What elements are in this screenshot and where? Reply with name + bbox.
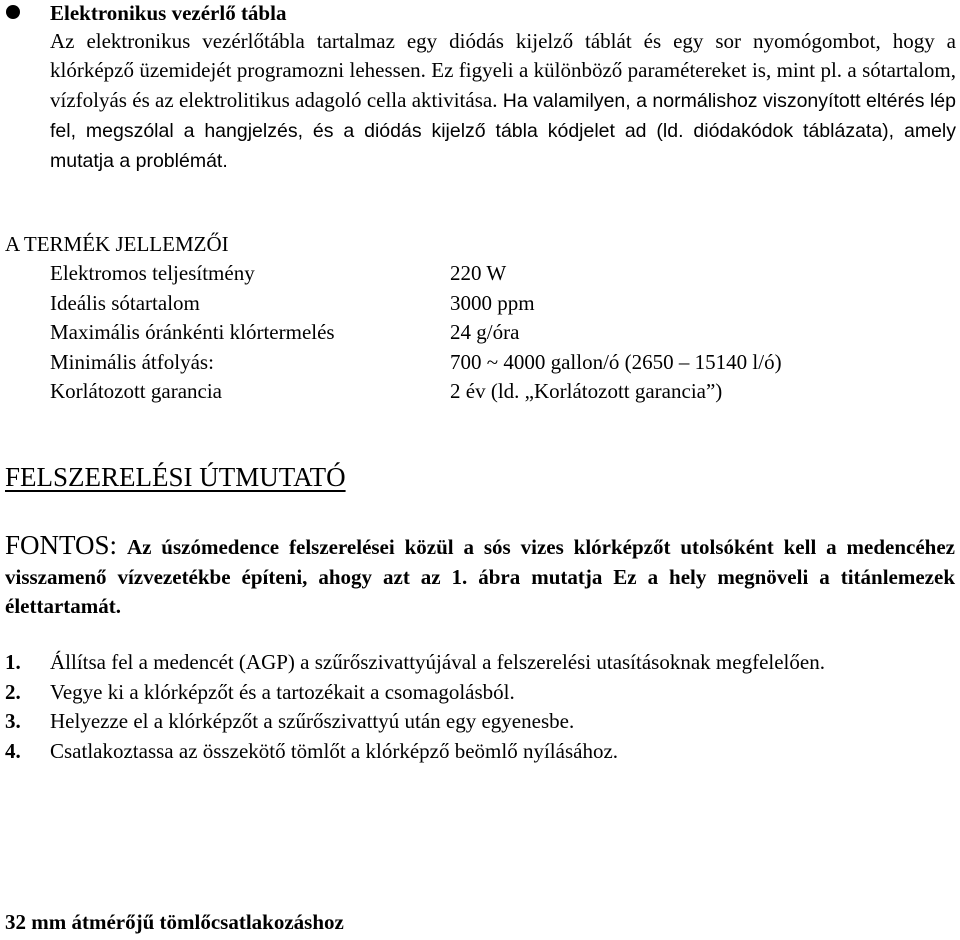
- spec-value: 220 W: [450, 261, 507, 285]
- spec-row: [50, 258, 950, 288]
- spec-label: Maximális óránkénti klórtermelés: [50, 320, 335, 344]
- step-number: 4.: [5, 738, 21, 763]
- spec-label: Minimális átfolyás:: [50, 349, 214, 374]
- intro-text-part-2: Ha valamilyen, a normálishoz viszonyított eltérés lép fel, megszólal a hangjelzés, és a diódás kijelző tábla kódjelet ad (ld. diódakódok táblázata), amely mutatja a problémát.: [50, 89, 956, 173]
- spec-row: [50, 288, 950, 318]
- install-steps: [5, 648, 955, 766]
- spec-label: Elektromos teljesítmény: [50, 261, 255, 285]
- section-title: Elektronikus vezérlő tábla: [50, 1, 287, 25]
- step-number: 3.: [5, 709, 21, 733]
- step-number: 2.: [5, 679, 21, 704]
- spec-value: 700 ~ 4000 gallon/ó (2650 – 15140 l/ó): [450, 349, 782, 374]
- bullet-icon: [6, 5, 20, 19]
- spec-table: [50, 258, 950, 406]
- intro-paragraph: [50, 27, 956, 176]
- spec-value: 24 g/óra: [450, 320, 520, 344]
- spec-label: Ideális sótartalom: [50, 290, 200, 315]
- step-number: 1.: [5, 650, 21, 674]
- section-heading: [0, 0, 960, 28]
- spec-value: 3000 ppm: [450, 290, 535, 315]
- spec-value: 2 év (ld. „Korlátozott garancia”): [450, 379, 723, 403]
- spec-label: Korlátozott garancia: [50, 379, 222, 403]
- spec-row: [50, 317, 950, 347]
- step-item: [5, 707, 955, 737]
- important-text: Az úszómedence felszerelései közül a sós vizes klórképzőt utolsóként kell a medencéhez visszamenő vízvezetékbe építeni, ahogy azt az 1. ábra mutatja Ez a hely megnöveli a titánlemezek élettartamát.: [5, 535, 956, 618]
- features-heading: A TERMÉK JELLEMZŐI: [5, 232, 229, 256]
- step-item: [5, 648, 955, 678]
- intro-text-part-1: Az elektronikus vezérlőtábla tartalmaz egy diódás kijelző táblát és egy sor nyomógombot, hogy a klórképző üzemidejét programozni lehessen. Ez figyeli a különböző paramétereket is, mint pl. a sótartalom, vízfolyás és az elektrolitikus adagoló cella aktivitása.: [50, 29, 956, 112]
- step-item: [5, 737, 955, 767]
- important-note: [5, 531, 955, 622]
- figure-caption: 32 mm átmérőjű tömlőcsatlakozáshoz: [5, 910, 344, 934]
- step-text: Helyezze el a klórképzőt a szűrőszivattyú után egy egyenesbe.: [50, 709, 575, 733]
- step-text: Csatlakoztassa az összekötő tömlőt a klórképző beömlő nyílásához.: [50, 738, 619, 763]
- step-item: [5, 678, 955, 708]
- spec-row: [50, 376, 950, 406]
- step-text: Állítsa fel a medencét (AGP) a szűrőszivattyújával a felszerelési utasításoknak megfelelően.: [50, 650, 825, 674]
- important-label: FONTOS:: [5, 530, 118, 560]
- spec-row: [50, 347, 950, 377]
- step-text: Vegye ki a klórképzőt és a tartozékait a csomagolásból.: [50, 679, 515, 704]
- install-heading: FELSZERELÉSI ÚTMUTATÓ: [5, 462, 346, 492]
